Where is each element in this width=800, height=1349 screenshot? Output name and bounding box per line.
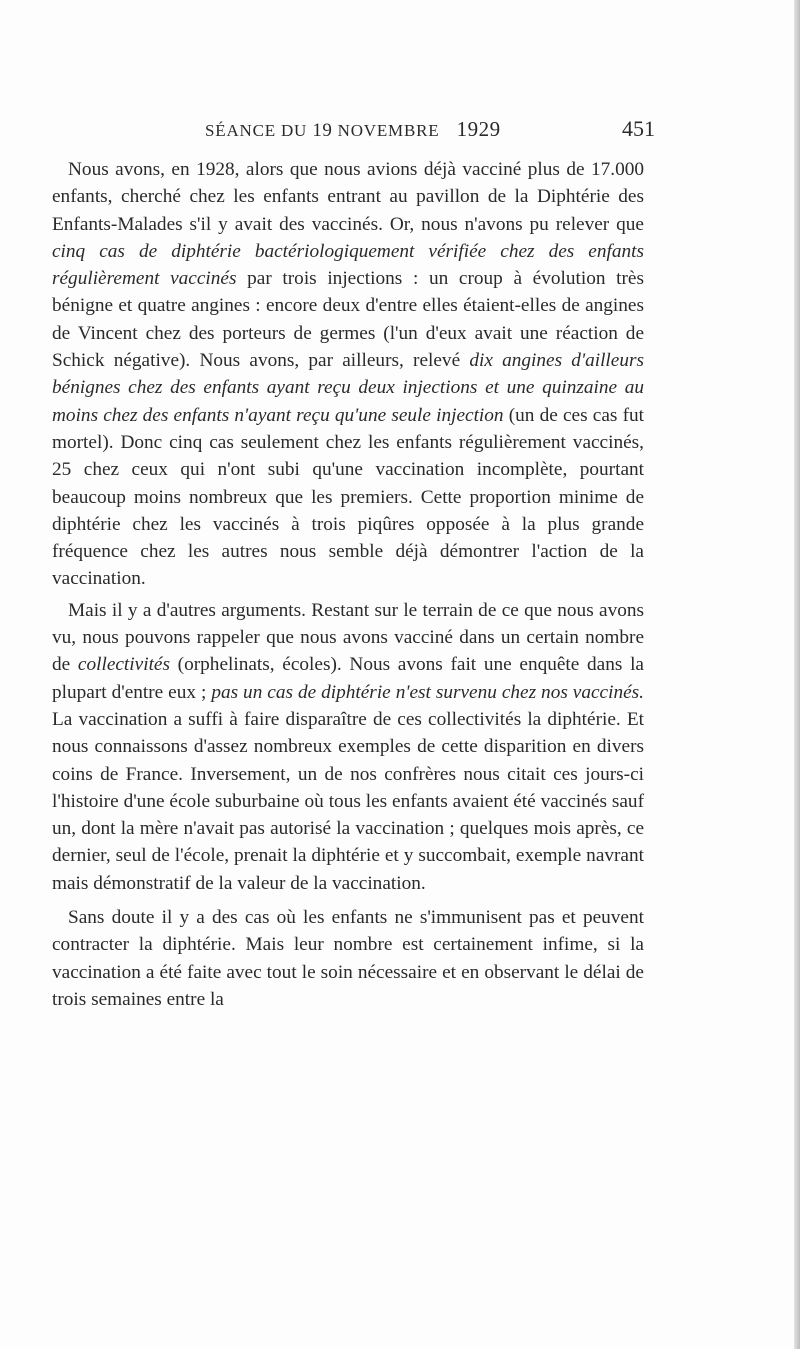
scan-edge-shadow (794, 0, 800, 1349)
text-run: (un de ces cas fut mortel). Donc cinq cas seulement chez les enfants régulièrement vaccinés, 25 chez ceux qui n'ont subi qu'une vaccination incomplète, pourtant beaucoup moins nombreux que les premiers. Cette proportion minime de diphtérie chez les vaccinés à trois piqûres opposée à la plus grande fréquence chez les autres nous semble déjà démontrer l'action de la vaccination. (52, 404, 644, 590)
running-head-day: 19 (312, 120, 333, 141)
running-head (205, 117, 655, 142)
italic-text-run: pas un cas de diphtérie n'est survenu chez nos vaccinés. (211, 681, 644, 703)
page-number: 451 (622, 116, 655, 141)
text-run: (orphelinats, écoles). Nous avons fait une enquête dans la plupart d'entre eux ; (52, 654, 644, 703)
running-head-label: SÉANCE DU (205, 121, 308, 140)
running-head-month: NOVEMBRE (337, 121, 440, 140)
text-run: par trois injections : un croup à évolution très bénigne et quatre angines : encore deux d'entre elles étaient-elles de angines de Vincent chez des porteurs de germes (l'un d'eux avait une réaction de Schick négative). Nous avons, par ailleurs, relevé (52, 268, 644, 372)
text-run: La vaccination a suffi à faire disparaître de ces collectivités la diphtérie. Et nous connaissons d'assez nombreux exemples de cette disparition en divers coins de France. Inversement, un de nos confrères nous citait ces jours-ci l'histoire d'une école suburbaine où tous les enfants avaient été vaccinés sauf un, dont la mère n'avait pas autorisé la vaccination ; quelques mois après, ce dernier, seul de l'école, prenait la diphtérie et y succombait, exemple navrant mais démonstratif de la valeur de la vaccination. (52, 708, 644, 894)
text-run: Nous avons, en 1928, alors que nous avions déjà vacciné plus de 17.000 enfants, cherché chez les enfants entrant au pavillon de la Diphtérie des Enfants-Malades s'il y avait des vaccinés. Or, nous n'avons pu relever que (52, 159, 644, 235)
paragraph (52, 597, 644, 897)
italic-text-run: cinq cas de diphtérie bactériologiquement vérifiée chez des enfants régulièrement vaccinés (52, 240, 644, 290)
paragraph (52, 904, 644, 1013)
italic-text-run: collectivités (77, 654, 170, 676)
paragraph (52, 156, 644, 593)
running-head-year: 1929 (456, 117, 501, 141)
text-run: Sans doute il y a des cas où les enfants ne s'immunisent pas et peuvent contracter la diphtérie. Mais leur nombre est certainement infime, si la vaccination a été faite avec tout le soin nécessaire et en observant le délai de trois semaines entre la (52, 907, 644, 1010)
italic-text-run: dix angines d'ailleurs bénignes chez des enfants ayant reçu deux injections et une quinzaine au moins chez des enfants n'ayant reçu qu'une seule injection (52, 350, 644, 426)
body-text (52, 156, 644, 1013)
text-run: Mais il y a d'autres arguments. Restant sur le terrain de ce que nous avons vu, nous pouvons rappeler que nous avons vacciné dans un certain nombre de (52, 599, 644, 676)
